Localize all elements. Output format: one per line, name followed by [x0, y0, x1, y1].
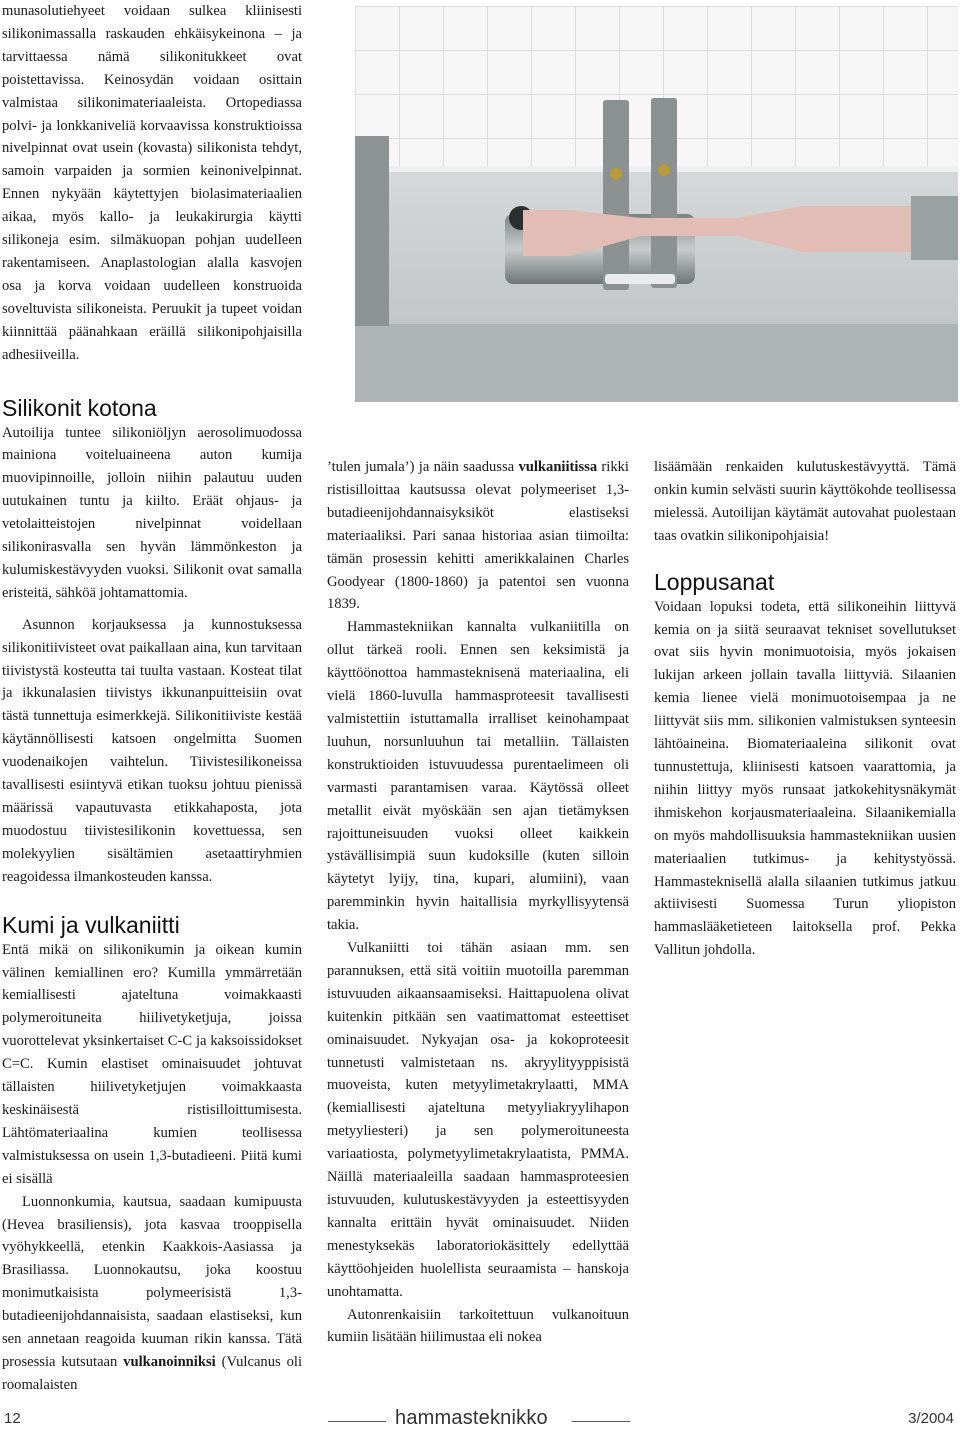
page-footer — [0, 1400, 960, 1433]
magazine-name: hammasteknikko — [395, 1407, 548, 1429]
column-left — [2, 0, 302, 1397]
paragraph — [327, 456, 629, 616]
paragraph: Hammastekniikan kannalta vulkaniitilla on ollut tärkeä rooli. Ennen sen keksimistä ja käyttöönottoa hammasteknisenä materiaalina, eli vielä 1860-luvulla hammasproteesit tavallisesti valmistettiin istuttamalla irralliset keinohampaat luuhun, norsunluuhun tai metalliin. Tällaisten konstruktioiden istuvuudessa purentaelimeen oli varmasti parantamisen varaa. Käytössä olleet metallit eivät myöskään sen ajan tietämyksen rajoittuneisuuden vuoksi olleet kaikkein ystävällisimpiä suun kudoksille (kuten silloin käytetyt lyijy, tina, kupari, alumiini), vaan paremminkin hyvin haitallisia myrkyllisyytensä takia. — [327, 619, 629, 934]
column-right — [654, 456, 956, 962]
paragraph: lisäämään renkaiden kulutuskestävyyttä. Tämä onkin kumin selvästi suurin käyttökohde teollisessa mielessä. Autoilijan käytämät autovahat puolestaan taas ovatkin silikonipohjaisia! — [654, 459, 956, 544]
text-run: (Vulcanus oli roomalaisten — [2, 1353, 302, 1393]
heading-silikonit-kotona: Silikonit kotona — [2, 394, 157, 421]
paragraph: Vulkaniitti toi tähän asiaan mm. sen parannuksen, että sitä voitiin muotoilla paremman istuvuuden aikaansaamiseksi. Haittapuolena olivat kuitenkin pitkään sen vaatimattomat esteettiset ominaisuudet. Nykyajan osa- ja kokoproteesit tunnetusti valmistetaan ns. akryylityyppisistä muoveista, kuten metyylimetakrylaatti, MMA (kemiallisesti ajateltuna metyyliakryylihapon metyyliesteri) ja sen polymeroituneesta variaatiosta, polymetyylimetakrylaatista, PMMA. Näillä materiaaleilla saadaan hammasproteesien istuvuuden, kulutuskestävyyden ja esteettisyyden kannalta erittäin hyvät ominaisuudet. Niiden menestyksekäs laboratoriokäsittely edellyttää käyttöohjeiden huolellista seuraamista – hanskoja unohtamatta. — [327, 940, 629, 1300]
page-number: 12 — [4, 1410, 21, 1427]
paragraph: Voidaan lopuksi todeta, että silikoneihin liittyvä kemia on ja siitä seuraavat tekniset sovellutukset ovat siis hyvin monimuotoisia, myös jokaisen lukijan arkeen jollain tavalla liittyviä. Silaanien kemia lienee vielä monimuotoisempaa ja ne liittyvät siis mm. silikonien valmistuksen synteesin lähtöaineina. Biomateriaaleina silikonit ovat tunnustettuja, kliinisesti katsoen vaarattomia, ja niihin liittyy myös runsaat jatkokehitysnäkymät ihmiskehon korjausmateriaaleina. Silaanikemialla on myös mahdollisuuksia hammastekniikan uusien materiaalien tutkimus- ja kehitystyössä. Hammasteknisellä alalla silaanien tutkimus jatkuu aktiivisesti Suomessa Turun yliopiston hammaslääketieteen laitoksella prof. Pekka Vallitun johdolla. — [654, 598, 956, 959]
paragraph: Autoilija tuntee silikoniöljyn aerosolimuodossa mainiona voiteluaineena auton kumija muovipinnoille, jolloin niihin palautuu uuden uutukainen tuntu ja kiilto. Eräät ohjaus- ja vetolaitteistojen nivelpinnat voidellaan silikonirasvalla sen hyvän lämmönkeston ja kulumiskestävyyden vuoksi. Silikonit ovat samalla eristeitä, sähköä johtamattomia. — [2, 424, 302, 601]
bold-term: vulkaniitissa — [518, 459, 598, 475]
text-run: ’tulen jumala’) ja näin saadussa — [327, 459, 519, 475]
heading-kumi-ja-vulkaniitti: Kumi ja vulkaniitti — [2, 911, 180, 938]
footer-rule-right — [572, 1421, 630, 1422]
intro-paragraph: munasolutiehyeet voidaan sulkea kliinisesti silikonimassalla raskauden ehkäisykeinona – ja tarvittaessa nämä silikonitukkeet ovat poistettavissa. Keinosydän voidaan osittain valmistaa silikonimateriaaleista. Ortopediassa polvi- ja lonkkaniveliä korvaavissa konstruktioissa nivelpinnat ovat usein (kovasta) silikonista tehdyt, samoin varpaiden ja sormien keinonivelpinnat. Ennen nykyään käytettyjen biolasimateriaalien aikaa, myös kallo- ja leukakirurgia käytti silikoneja esim. silmäkuopan pohjan uudelleen rakentamiseen. Anaplastologian alalla kasvojen osa ja korva voidaan uudelleen konstruoida soveltuvista silikoneista. Peruukit ja tupeet voidan kiinnittää päänahkaan eräillä silikonipohjaisilla adhesiiveilla. — [2, 3, 302, 363]
text-run: rikki ristisilloittaa kautsussa olevat polymeeriset 1,3-butadieenijohdannaisyksiköt elastiseksi materiaaliksi. Pari sanaa historiaa asian tiimoilta: tämän prosessin kehitti amerikkalainen Charles Goodyear (1800-1860) ja patentoi sen vuonna 1839. — [327, 459, 629, 613]
column-middle — [327, 456, 629, 1349]
paragraph: Autonrenkaisiin tarkoitettuun vulkanoituun kumiin lisätään hiilimustaa eli nokea — [327, 1306, 629, 1346]
tensile-test-illustration — [355, 6, 958, 402]
issue-number: 3/2004 — [908, 1410, 954, 1427]
heading-loppusanat: Loppusanat — [654, 568, 775, 595]
bold-term: vulkanoinniksi — [123, 1353, 216, 1370]
photo-tensile-test — [355, 6, 958, 402]
text-run: Luonnonkumia, kautsua, saadaan kumipuusta (Hevea brasiliensis), jota kasvaa trooppisella vyöhykkeellä, etenkin Kaakkois-Aasiassa ja Brasiliassa. Luonnokautsu, joka koostuu monimutkaisista polymeerisistä 1,3-butadieenijohdannaisista, saadaan elastiseksi, kun sen annetaan reagoida kuuman rikin kanssa. Tätä prosessia kutsutaan — [2, 1193, 302, 1370]
paragraph — [2, 1191, 302, 1397]
footer-rule-left — [328, 1421, 386, 1422]
paragraph: Entä mikä on silikonikumin ja oikean kumin välinen kemiallinen ero? Kumilla ymmärretään kemiallisesti ajateltuna voimakkaasti polymeroituneita hiilivetyketjuja, joissa vuorottelevat yksinkertaiset C-C ja kaksoissidokset C=C. Kumin elastiset ominaisuudet johtuvat tällaisten hiilivetyketjujen voimakkaasta keskinäisestä ristisilloittumisesta. Lähtömateriaalina kumien teollisessa valmistuksessa on usein 1,3-butadieeni. Piitä kumi ei sisällä — [2, 941, 302, 1187]
paragraph: Asunnon korjauksessa ja kunnostuksessa silikonitiivisteet ovat paikallaan aina, kun tarvitaan tiivistystä kosteutta tai tuulta vastaan. Kosteat tilat ja ikkunalasien tiivistys ikkunanpuitteisiin ovat tästä tunnettuja esimerkkejä. Silikonitiiviste kestää käytännöllisesti katsoen ongelmitta Suomen vuodenaikojen vaihtelun. Tiivistesilikoneissa tavallisesti esiintyvä etikan tuoksu johtuu pienissä määrissä vapautuvasta etikkahaposta, jota muodostuu tiivistesilikonin kovettuessa, sen molekyylien sisältämien asetaattiryhmien reagoidessa ilmankosteuden kanssa. — [2, 616, 302, 885]
